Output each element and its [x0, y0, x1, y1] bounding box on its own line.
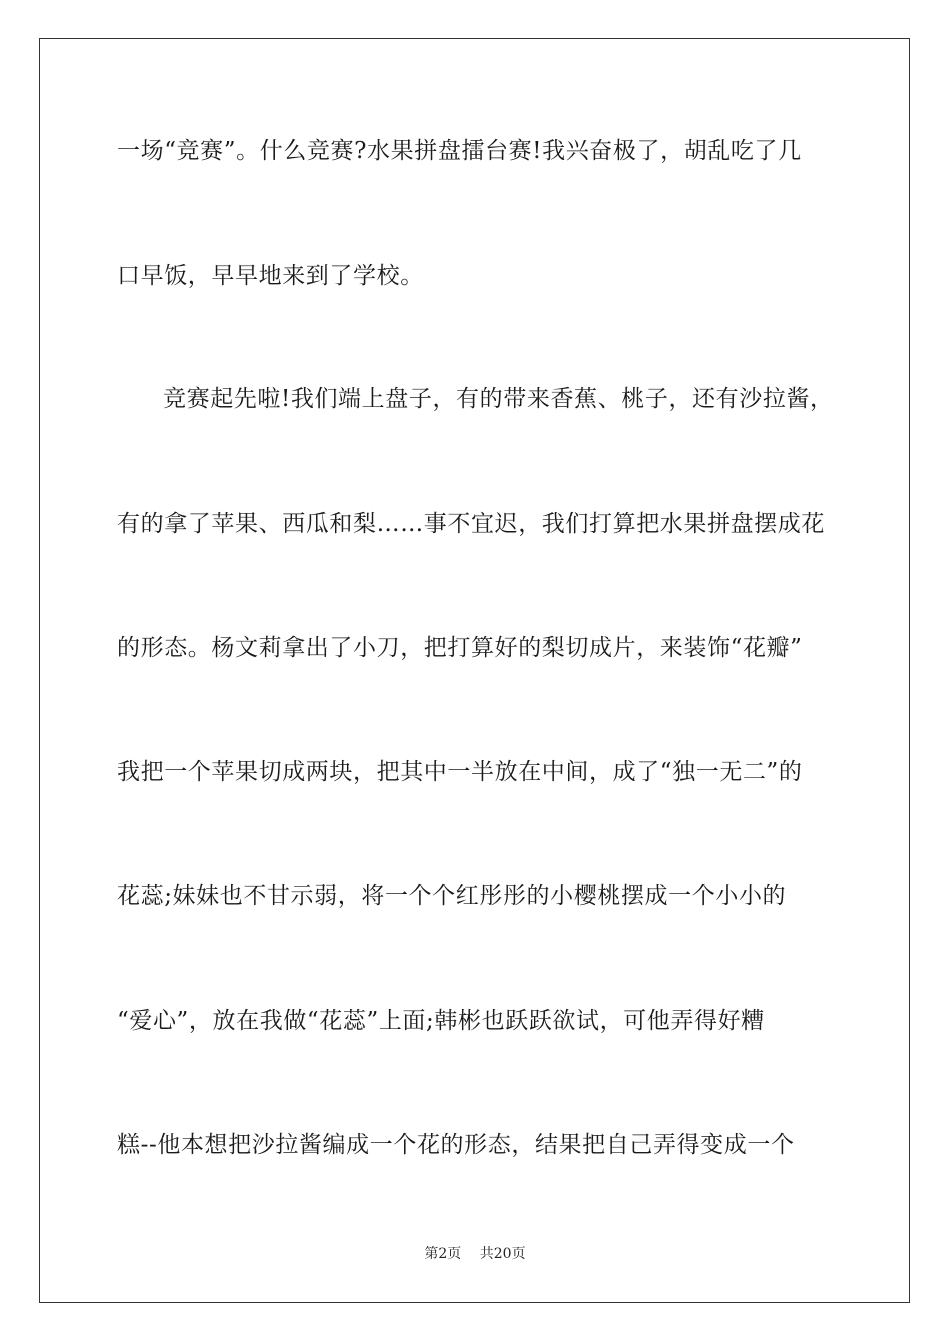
- text-line-2: 口早饭，早早地来到了学校。: [117, 263, 424, 289]
- text-line-3-paragraph-start: 竞赛起先啦!我们端上盘子，有的带来香蕉、桃子，还有沙拉酱，: [163, 386, 834, 412]
- page-footer: [0, 1244, 950, 1264]
- text-line-5: 的形态。杨文莉拿出了小刀，把打算好的梨切成片，来装饰“花瓣”: [117, 635, 803, 661]
- text-line-8: “爱心”，放在我做“花蕊”上面;韩彬也跃跃欲试，可他弄得好糟: [117, 1008, 765, 1034]
- page-number: 第2页: [424, 1246, 462, 1262]
- text-line-9: 糕--他本想把沙拉酱编成一个花的形态，结果把自己弄得变成一个: [117, 1132, 795, 1158]
- text-line-4: 有的拿了苹果、西瓜和梨……事不宜迟，我们打算把水果拼盘摆成花: [117, 511, 825, 537]
- text-line-1: 一场“竞赛”。什么竞赛?水果拼盘擂台赛!我兴奋极了，胡乱吃了几: [117, 138, 802, 164]
- text-line-7: 花蕊;妹妹也不甘示弱，将一个个红彤彤的小樱桃摆成一个小小的: [117, 883, 787, 909]
- page-border: [39, 38, 910, 1303]
- text-line-6: 我把一个苹果切成两块，把其中一半放在中间，成了“独一无二”的: [117, 759, 803, 785]
- page-total: 共20页: [479, 1246, 526, 1262]
